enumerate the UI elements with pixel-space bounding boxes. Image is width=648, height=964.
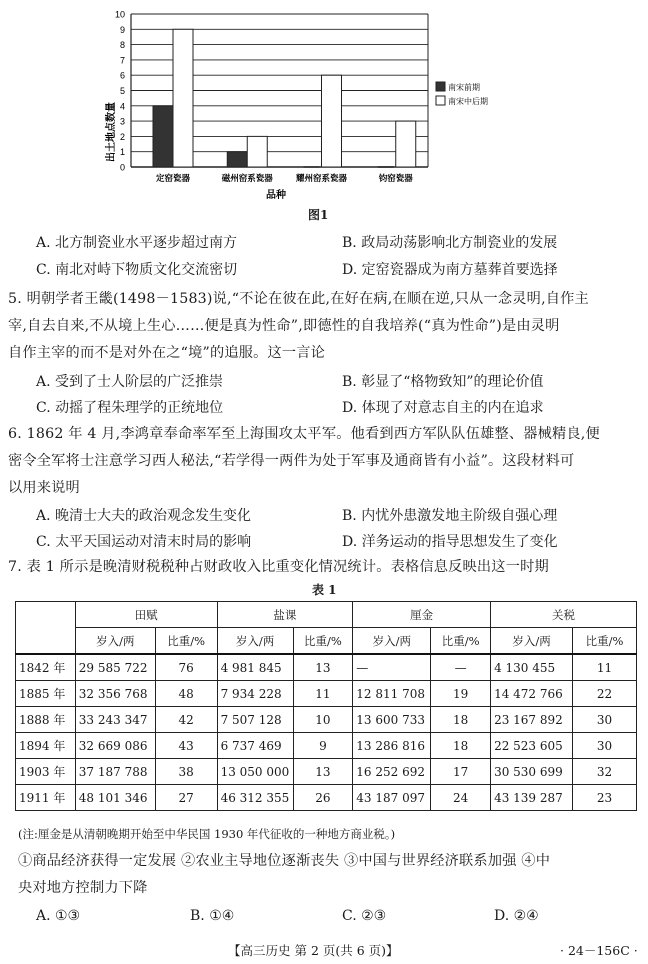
y-tick-label: 8 [119,40,125,51]
table-cell: 17 [431,759,491,785]
q6-option-d[interactable]: D. 洋务运动的指导思想发生了变化 [342,534,558,550]
table-cell: 48 101 346 [75,785,155,811]
q5-option-b[interactable]: B. 彰显了“格物致知”的理论价值 [342,374,544,390]
table-cell: 24 [431,785,491,811]
x-tick-label: 磁州窑系瓷器 [221,173,273,183]
revenue-table [15,601,637,811]
q7-stem: 7. 表 1 所示是晚清财税税种占财政收入比重变化情况统计。表格信息反映出这一时期 [8,559,549,575]
table-cell: 26 [293,785,353,811]
table-cell: 42 [155,707,217,733]
page-code: · 24－156C · [560,943,638,958]
table-sub-header: 比重/% [155,628,217,655]
table-cell: 30 [573,733,637,759]
y-tick-label: 0 [119,162,125,173]
table-cell: 9 [293,733,353,759]
table-cell: 48 [155,681,217,707]
table-cell: 18 [431,733,491,759]
page-footer: 【高三历史 第 2 页(共 6 页)】 [228,943,399,958]
q4-option-a[interactable]: A. 北方制瓷业水平逐步超过南方 [36,235,238,251]
bar [173,29,193,167]
table-cell: 30 [573,707,637,733]
table-year-cell: 1911 年 [16,785,76,811]
y-tick-label: 10 [114,9,125,20]
table-note: (注:厘金是从清朝晚期开始至中华民国 1930 年代征收的一种地方商业税。) [18,827,396,841]
y-tick-label: 7 [119,55,125,66]
table-cell: 19 [431,681,491,707]
table-row [16,759,637,785]
table-cell: 33 243 347 [75,707,155,733]
table-cell: 76 [155,654,217,681]
table-cell: 23 [573,785,637,811]
table-cell: 16 252 692 [353,759,431,785]
table-cell: 37 187 788 [75,759,155,785]
table-cell: 12 811 708 [353,681,431,707]
table-cell: 6 737 469 [217,733,293,759]
table-cell: 43 139 287 [491,785,573,811]
table-cell: 43 187 097 [353,785,431,811]
q7-statements [18,848,638,902]
q6-option-a[interactable]: A. 晚清士大夫的政治观念发生变化 [36,508,252,524]
bar [227,152,247,167]
table-corner-cell [16,602,76,655]
q5-stem [8,286,638,367]
table-cell: 30 530 699 [491,759,573,785]
table-year-cell: 1842 年 [16,654,76,681]
bar [247,136,267,167]
q5-line: 宰,自去自来,不从境上生心……便是真为性命”,即德性的自我培养(“真为性命”)是由灵明 [8,318,560,334]
table-row [16,681,637,707]
legend-swatch [436,82,445,91]
table-row [16,654,637,681]
table-group-header: 田赋 [75,602,217,628]
q5-line: 5. 明朝学者王畿(1498－1583)说,“不论在彼在此,在好在病,在顺在逆,只从一念灵明,自作主 [8,291,589,307]
table-cell: 11 [573,654,637,681]
table-cell: 13 050 000 [217,759,293,785]
table-sub-header-row [16,628,637,655]
q6-line: 密令全军将士注意学习西人秘法,“若学得一两件为处于军事及通商皆有小益”。这段材料可 [8,453,575,469]
legend-label: 南宋中后期 [448,97,488,106]
table-cell: 43 [155,733,217,759]
table-sub-header: 岁入/两 [75,628,155,655]
table-cell: — [431,654,491,681]
table-cell: 32 669 086 [75,733,155,759]
x-tick-label: 耀州窑系瓷器 [295,173,348,183]
table-sub-header: 岁入/两 [217,628,293,655]
table-year-cell: 1885 年 [16,681,76,707]
y-tick-label: 5 [119,86,125,96]
table-cell: 13 [293,759,353,785]
table-cell: — [353,654,431,681]
y-tick-label: 6 [119,70,125,81]
table-year-cell: 1894 年 [16,733,76,759]
y-tick-label: 1 [119,147,125,158]
q5-option-d[interactable]: D. 体现了对意志自主的内在追求 [342,400,544,416]
table-cell: 38 [155,759,217,785]
table-title: 表 1 [312,583,337,597]
q7-option-a[interactable]: A. ①③ [36,908,81,924]
x-tick-label: 钧窑瓷器 [378,173,413,183]
q7-statements-line: 央对地方控制力下降 [18,880,148,896]
y-tick-label: 2 [119,131,125,142]
table-year-cell: 1888 年 [16,707,76,733]
x-tick-label: 定窑瓷器 [155,173,191,183]
table-sub-header: 比重/% [293,628,353,655]
table-cell: 23 167 892 [491,707,573,733]
table-cell: 27 [155,785,217,811]
bar [396,121,416,167]
bar [322,75,342,167]
table-cell: 13 286 816 [353,733,431,759]
bar-chart [98,4,488,204]
table-cell: 22 523 605 [491,733,573,759]
table-cell: 32 [573,759,637,785]
chart-legend [436,82,488,116]
table-cell: 10 [293,707,353,733]
q7-option-b[interactable]: B. ①④ [190,908,235,924]
x-axis-labels [156,173,413,183]
table-cell: 7 507 128 [217,707,293,733]
table-group-header: 厘金 [353,602,491,628]
y-tick-label: 9 [119,24,125,35]
q6-option-b[interactable]: B. 内忧外患激发地主阶级自强心理 [342,508,558,524]
y-tick-label: 3 [119,116,125,127]
q5-option-a[interactable]: A. 受到了士人阶层的广泛推崇 [36,374,224,390]
y-axis-label: 出土地点数量 [106,102,117,162]
table-cell: 11 [293,681,353,707]
bar [153,106,173,167]
q6-stem [8,421,638,502]
chart-bars [153,29,416,167]
figure-caption: 图1 [308,208,329,222]
table-cell: 4 130 455 [491,654,573,681]
table-cell: 29 585 722 [75,654,155,681]
table-row [16,785,637,811]
q5-option-c[interactable]: C. 动摇了程朱理学的正统地位 [36,400,224,416]
q7-statements-line: ①商品经济获得一定发展 ②农业主导地位逐渐丧失 ③中国与世界经济联系加强 ④中 [18,853,551,869]
q4-option-d[interactable]: D. 定窑瓷器成为南方墓葬首要选择 [342,262,558,278]
table-group-header-row [16,602,637,628]
x-axis-label: 品种 [266,190,286,201]
q7-option-c[interactable]: C. ②③ [342,908,387,924]
table-sub-header: 岁入/两 [491,628,573,655]
q5-line: 自作主宰的而不是对外在之“境”的追服。这一言论 [8,345,326,361]
q6-option-c[interactable]: C. 太平天国运动对清末时局的影响 [36,534,252,550]
table-cell: 46 312 355 [217,785,293,811]
q6-line: 以用来说明 [8,480,80,496]
table-cell: 18 [431,707,491,733]
table-cell: 13 600 733 [353,707,431,733]
table-cell: 13 [293,654,353,681]
table-cell: 32 356 768 [75,681,155,707]
table-cell: 14 472 766 [491,681,573,707]
q4-option-c[interactable]: C. 南北对峙下物质文化交流密切 [36,262,238,278]
y-tick-label: 4 [119,101,125,112]
table-cell: 4 981 845 [217,654,293,681]
q6-line: 6. 1862 年 4 月,李鸿章奉命率军至上海围攻太平军。他看到西方军队队伍雄整、器械精良,便 [8,426,600,442]
table-group-header: 盐课 [217,602,353,628]
table-cell: 7 934 228 [217,681,293,707]
table-group-header: 关税 [491,602,637,628]
q7-option-d[interactable]: D. ②④ [494,908,539,924]
table-sub-header: 比重/% [431,628,491,655]
q4-option-b[interactable]: B. 政局动荡影响北方制瓷业的发展 [342,235,558,251]
legend-swatch [436,96,445,105]
table-sub-header: 比重/% [573,628,637,655]
legend-label: 南宋前期 [448,83,480,92]
table-cell: 22 [573,681,637,707]
table-row [16,707,637,733]
table-row [16,733,637,759]
table-sub-header: 岁入/两 [353,628,431,655]
table-year-cell: 1903 年 [16,759,76,785]
